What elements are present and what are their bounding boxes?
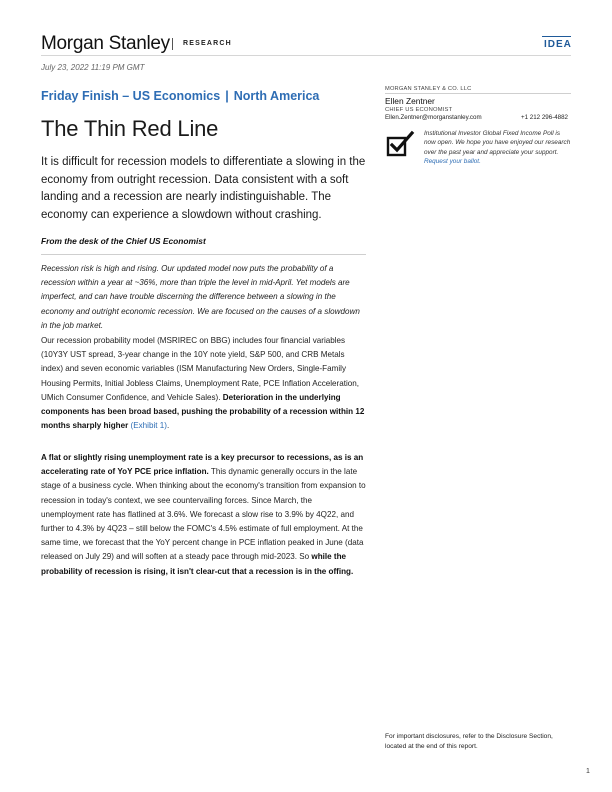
publish-date: July 23, 2022 11:19 PM GMT — [41, 63, 145, 72]
model-paragraph — [41, 334, 366, 433]
contact-firm: MORGAN STANLEY & CO. LLC — [385, 86, 472, 92]
author-email[interactable]: Ellen.Zentner@morganstanley.com — [385, 114, 482, 121]
desk-byline: From the desk of the Chief US Economist — [41, 236, 206, 246]
model-highlight: Deterioration in the underlying components has been broad based, pushing the probability of a recession within 12 months sharply higher — [41, 392, 365, 431]
poll-text: Institutional Investor Global Fixed Income Poll is now open. We hope you have enjoyed our research over the past year and appreciate your support. — [424, 130, 571, 156]
region-link[interactable]: North America — [233, 89, 320, 103]
unemployment-text: This dynamic generally occurs in the late stage of a business cycle. When thinking about the economy's transition from expansion to recession in today's context, we see countervailing forces. Since March, the unemployment rate has flatlined at 3.6%. We forecast a slow rise to 3.9% by 4Q22, and further to 4.3% by 4Q23 – still below the FOMC's 4.5% estimate of full employment. At the same time, we forecast that the YoY percent change in PCE inflation peaked in June (data released on July 29) and will soften at a steady pace through mid-2023. So — [41, 467, 366, 562]
disclosure-note: For important disclosures, refer to the Disclosure Section, located at the end of this report. — [385, 733, 553, 750]
brand-divider — [172, 38, 173, 50]
conclusion-highlight: while the probability of recession is rising, it isn't clear-cut that a recession is in the offing. — [41, 552, 354, 576]
ballot-check-icon — [385, 130, 415, 160]
unemployment-highlight: A flat or slightly rising unemployment rate is a key precursor to recessions, as is an accelerating rate of YoY PCE price inflation. — [41, 453, 364, 477]
summary-paragraph: Recession risk is high and rising. Our updated model now puts the probability of a recession within a year at ~36%, more than triple the level in mid-April. Yet models are imperfect, and can have trouble discerning the difference between a slowing in the economy and outright economic recession. We are focused on the causes of a slowdown in the job market. — [41, 264, 360, 330]
period: . — [166, 421, 170, 431]
contact-divider — [385, 93, 571, 94]
badge-rule — [542, 36, 571, 37]
author-role: CHIEF US ECONOMIST — [385, 107, 453, 113]
section-divider — [41, 254, 366, 255]
page-title: The Thin Red Line — [41, 116, 219, 141]
unemployment-paragraph — [41, 451, 366, 579]
model-text: Our recession probability model (MSRIREC on BBG) includes four financial variables (10Y3Y UST spread, 3-year change in the 10Y note yield, S&P 500, and CRB Metals index) and seven economic variables (ISM Manufacturing New Orders, Single-Family Housing Permits, Initial Jobless Claims, Unemployment Rate, PCE Inflation Acceleration, UMich Consumer Confidence, and Vehicle Sales). — [41, 336, 360, 402]
ballot-link[interactable]: Request your ballot. — [424, 158, 481, 166]
author-phone: +1 212 296-4882 — [521, 114, 568, 121]
article-deck: It is difficult for recession models to differentiate a slowing in the economy from outright recession. Data consistent with a soft landing and a recession are nearly indistinguishable. The economy can experience a slowdown without crashing. — [41, 156, 366, 221]
author-name: Ellen Zentner — [385, 96, 435, 106]
series-divider: | — [225, 89, 229, 103]
series-line — [41, 89, 319, 103]
poll-note — [424, 129, 572, 167]
page-number: 1 — [586, 768, 590, 775]
section-label: RESEARCH — [183, 40, 232, 47]
series-link[interactable]: Friday Finish – US Economics — [41, 89, 221, 103]
brand-logo: Morgan Stanley — [41, 33, 170, 54]
header-divider — [41, 55, 571, 56]
idea-badge: IDEA — [544, 39, 572, 50]
exhibit-link[interactable]: (Exhibit 1) — [130, 421, 167, 431]
